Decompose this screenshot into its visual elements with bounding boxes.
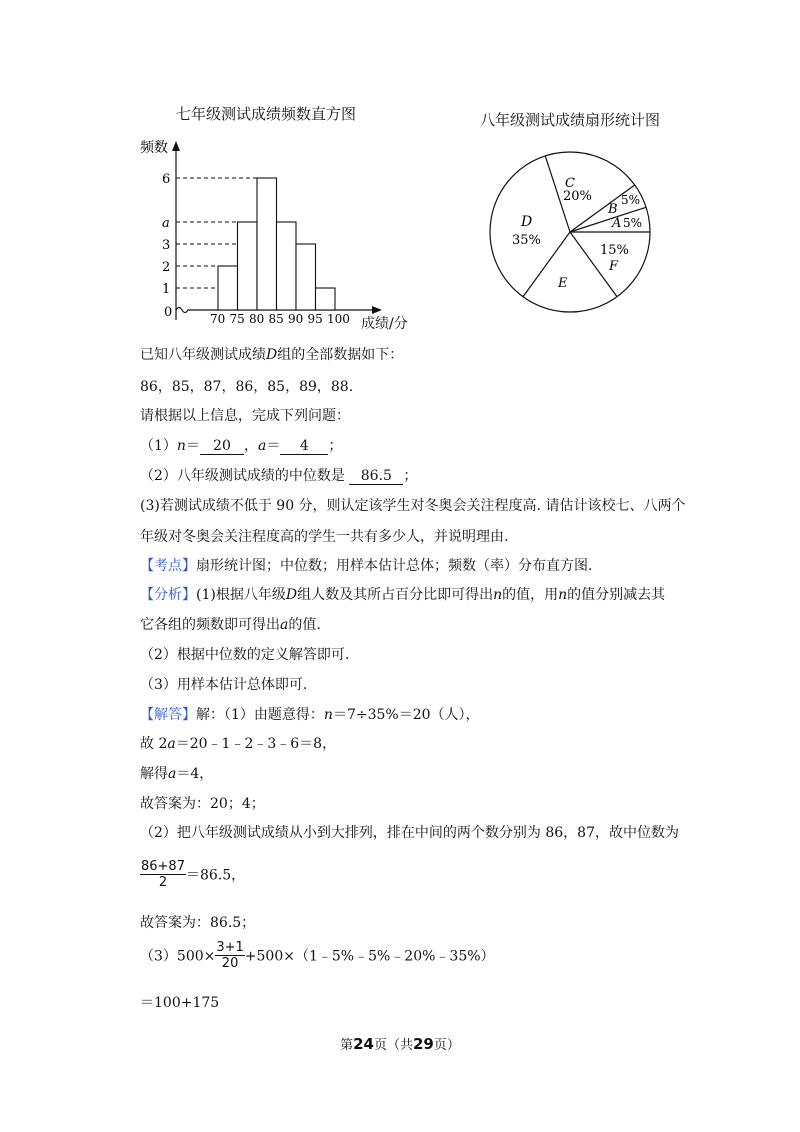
x-tick-label: 70 [210, 312, 226, 326]
text: +500×（1﹣5%﹣5%﹣20%﹣35%） [244, 948, 495, 965]
pie-label-d-pct: 35% [512, 233, 541, 248]
histogram-bar [218, 266, 238, 310]
jieda-line-2 [140, 733, 336, 753]
var-a: a [167, 736, 176, 752]
y-tick-label: 2 [162, 260, 171, 275]
fenxi-tag: 【分析】 [140, 587, 196, 603]
text: 解得 [140, 766, 168, 782]
pie-title: 八年级测试成绩扇形统计图 [480, 111, 661, 129]
jieda-line-3 [140, 763, 213, 783]
question-3-line-2: 年级对冬奥会关注程度高的学生一共有多少人，并说明理由. [140, 529, 509, 545]
question-3-line-1: (3)若测试成绩不低于 90 分，则认定该学生对冬奥会关注程度高. 请估计该校七、八两个 [140, 498, 686, 514]
fraction-denominator: 20 [221, 956, 239, 971]
text-line-2: 86，85，87，86，85，89，88. [140, 379, 354, 395]
fenxi-line-2 [140, 614, 321, 634]
text: 的值分别减去其 [567, 587, 666, 603]
text: 的值，用 [502, 587, 559, 603]
fenxi-line-1 [140, 584, 665, 604]
answer-n: 20 [200, 438, 244, 455]
histogram-bar [238, 222, 258, 310]
text: ＝4， [176, 766, 214, 782]
text-line-1 [140, 344, 403, 364]
y-tick-label: 6 [162, 172, 171, 187]
pie-label-c: C [565, 176, 575, 191]
text: 已知八年级测试成绩 [140, 347, 266, 363]
text: ＝ [185, 438, 200, 454]
var-a: a [280, 617, 289, 633]
x-tick-label: 90 [288, 312, 304, 326]
fenxi-line-4: （3）用样本估计总体即可. [140, 677, 308, 693]
pie-label-a-pct: 5% [623, 216, 643, 230]
pie-label-b: B [608, 202, 618, 217]
text: （2）八年级测试成绩的中位数是 [140, 468, 350, 484]
jieda-tag: 【解答】 [140, 707, 196, 723]
fraction-median [140, 859, 186, 890]
histogram-title: 七年级测试成绩频数直方图 [176, 105, 357, 123]
var-n: n [323, 707, 333, 723]
total-pages: 29 [413, 1035, 434, 1053]
pie-label-b-pct: 5% [621, 193, 641, 207]
text: ＝7÷35%＝20（人）， [332, 707, 480, 723]
x-tick-label: 95 [307, 312, 323, 326]
pie-chart [488, 151, 654, 315]
x-axis-label: 成绩/分 [361, 316, 408, 332]
pie-label-f: F [609, 259, 619, 274]
x-tick-label: 85 [268, 312, 284, 326]
histogram-bar [296, 244, 316, 310]
var-n: n [493, 587, 503, 603]
histogram-bar [277, 222, 297, 310]
question-1 [140, 435, 342, 455]
jieda-line-8 [140, 940, 495, 971]
histogram-bar [316, 288, 336, 310]
page-footer [0, 1034, 800, 1053]
text: （1） [140, 438, 177, 454]
kaodian-line [140, 555, 592, 575]
jieda-line-4: 故答案为：20；4； [140, 796, 265, 812]
y-axis-label: 频数 [140, 140, 168, 156]
pie-label-a: A [612, 216, 622, 231]
jieda-line-9: ＝100+175 [140, 995, 220, 1011]
text: 扇形统计图；中位数；用样本估计总体；频数（率）分布直方图. [196, 558, 593, 574]
var-d: D [266, 347, 278, 363]
var-n: n [558, 587, 568, 603]
histogram-chart [134, 135, 424, 335]
text: 的值. [288, 617, 321, 633]
text: ＝86.5， [185, 867, 246, 884]
text: ； [403, 468, 418, 484]
pie-label-c-pct: 20% [563, 189, 592, 204]
text: 它各组的频数即可得出 [140, 617, 280, 633]
y-axis-arrow [172, 141, 180, 151]
y-tick-label: 3 [162, 238, 171, 253]
fraction-numerator: 86+87 [141, 859, 185, 874]
jieda-line-7: 故答案为：86.5； [140, 915, 256, 931]
y-tick-label: 1 [162, 282, 171, 297]
text: 组的全部数据如下： [277, 347, 404, 363]
y-tick-label: a [162, 216, 170, 231]
var-d: D [285, 587, 298, 603]
fenxi-line-3: （2）根据中位数的定义解答即可. [140, 647, 350, 663]
text: ＝ [266, 438, 281, 454]
pie-label-f-pct: 15% [600, 243, 629, 258]
var-a: a [168, 766, 177, 782]
text: (1)根据八年级 [196, 587, 286, 603]
answer-median: 86.5 [349, 468, 403, 485]
footer-text: 第 [340, 1038, 354, 1053]
text: 解：（1）由题意得： [196, 707, 324, 723]
text: ； [328, 438, 343, 454]
fraction-numerator: 3+1 [216, 940, 244, 955]
text: 故 2 [140, 736, 168, 752]
text: 组人数及其所占百分比即可得出 [297, 587, 494, 603]
origin-label: 0 [164, 305, 173, 320]
pie-label-d: D [521, 214, 533, 230]
page-number: 24 [353, 1035, 374, 1053]
kaodian-tag: 【考点】 [140, 558, 196, 574]
answer-a: 4 [280, 438, 328, 455]
question-2 [140, 465, 417, 485]
jieda-line-6 [140, 859, 245, 890]
text: （3）500× [140, 948, 216, 965]
x-tick-label: 75 [229, 312, 245, 326]
text: ， [243, 438, 258, 454]
pie-label-e: E [558, 276, 568, 291]
footer-text: 页） [433, 1038, 460, 1053]
var-a: a [257, 438, 267, 454]
footer-text: 页（共 [373, 1038, 413, 1053]
fraction-sample [215, 940, 244, 971]
text: ＝20﹣1﹣2﹣3﹣6＝8， [175, 736, 337, 752]
histogram-bar [257, 178, 277, 310]
var-n: n [176, 438, 186, 454]
jieda-line-1 [140, 704, 480, 724]
x-tick-label: 80 [249, 312, 265, 326]
jieda-line-5: （2）把八年级测试成绩从小到大排列，排在中间的两个数分别为 86，87，故中位数为 [140, 825, 679, 841]
text-line-3: 请根据以上信息，完成下列问题： [140, 408, 350, 424]
fraction-denominator: 2 [158, 875, 168, 890]
x-tick-label: 100 [327, 312, 350, 326]
